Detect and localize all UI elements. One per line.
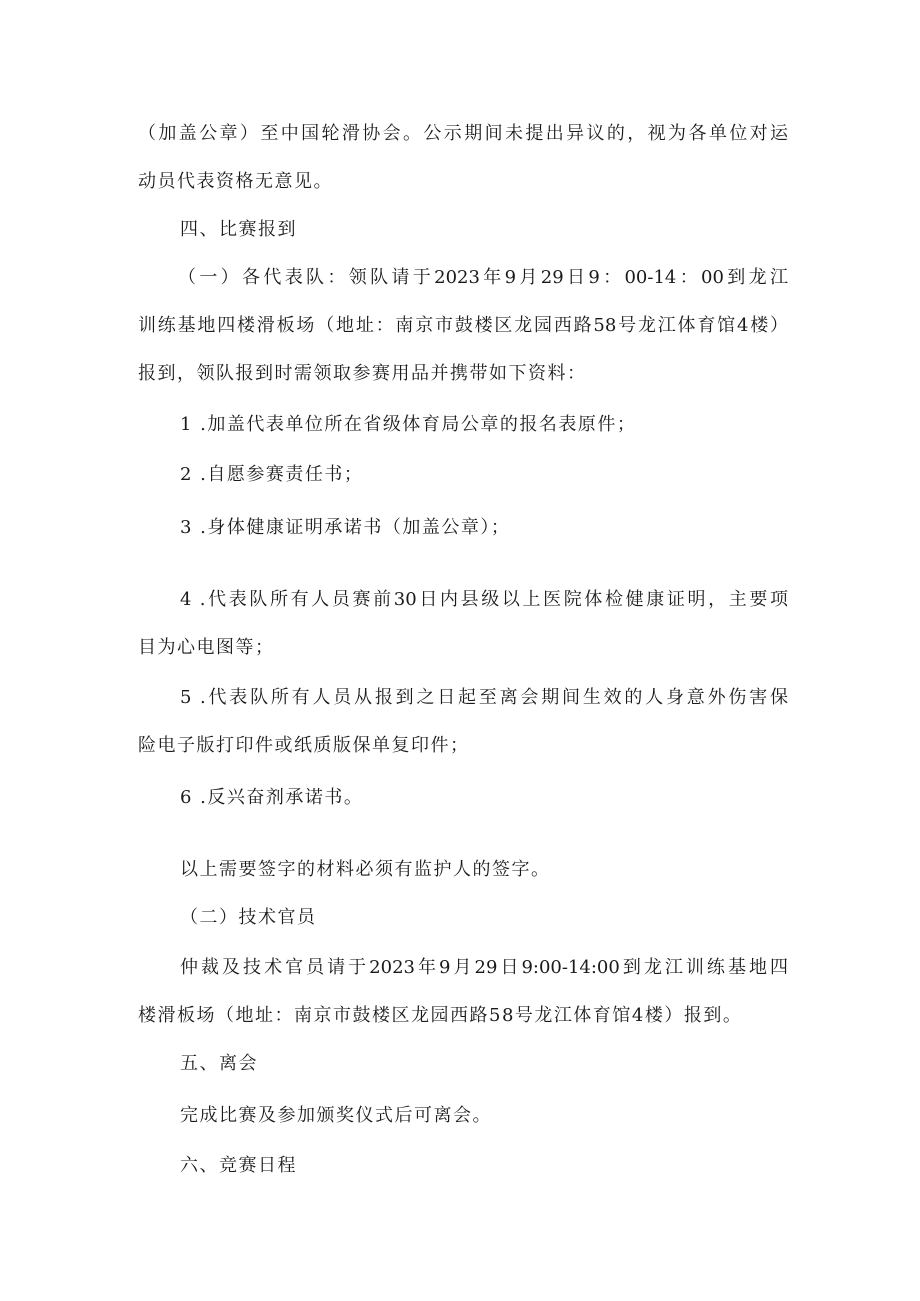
signature-note: 以上需要签字的材料必须有监护人的签字。	[180, 859, 551, 880]
list-item-4: 4 .代表队所有人员赛前30日内县级以上医院体检健康证明，主要项	[180, 589, 788, 610]
section-heading-departure: 五、离会	[180, 1053, 258, 1074]
officials-paragraph-line-1: 仲裁及技术官员请于2023年9月29日9:00-14:00到龙江训练基地四	[180, 957, 788, 978]
list-item-6: 6 .反兴奋剂承诺书。	[180, 787, 364, 808]
paragraph-line-1: （加盖公章）至中国轮滑协会。公示期间未提出异议的，视为各单位对运	[138, 123, 788, 144]
list-item-5: 5 .代表队所有人员从报到之日起至离会期间生效的人身意外伤害保	[180, 687, 788, 708]
list-item-3: 3 .身体健康证明承诺书（加盖公章）；	[180, 517, 511, 538]
section-heading-registration: 四、比赛报到	[180, 219, 297, 240]
list-item-1: 1 .加盖代表单位所在省级体育局公章的报名表原件；	[180, 414, 637, 435]
section-heading-schedule: 六、竞赛日程	[180, 1155, 297, 1176]
list-item-5-continued: 险电子版打印件或纸质版保单复印件；	[138, 735, 470, 756]
paragraph-line-6: 报到，领队报到时需领取参赛用品并携带如下资料：	[138, 363, 587, 384]
officials-paragraph-line-2: 楼滑板场（地址：南京市鼓楼区龙园西路58号龙江体育馆4楼）报到。	[138, 1005, 743, 1026]
departure-paragraph: 完成比赛及参加颁奖仪式后可离会。	[180, 1105, 492, 1126]
list-item-4-continued: 目为心电图等；	[138, 637, 275, 658]
paragraph-line-4: （一）各代表队：领队请于2023年9月29日9：00-14：00到龙江	[178, 267, 788, 288]
subsection-heading-officials: （二）技术官员	[180, 907, 317, 928]
paragraph-line-2: 动员代表资格无意见。	[138, 171, 333, 192]
paragraph-line-5: 训练基地四楼滑板场（地址：南京市鼓楼区龙园西路58号龙江体育馆4楼）	[138, 315, 788, 336]
list-item-2: 2 .自愿参赛责任书；	[180, 464, 364, 485]
